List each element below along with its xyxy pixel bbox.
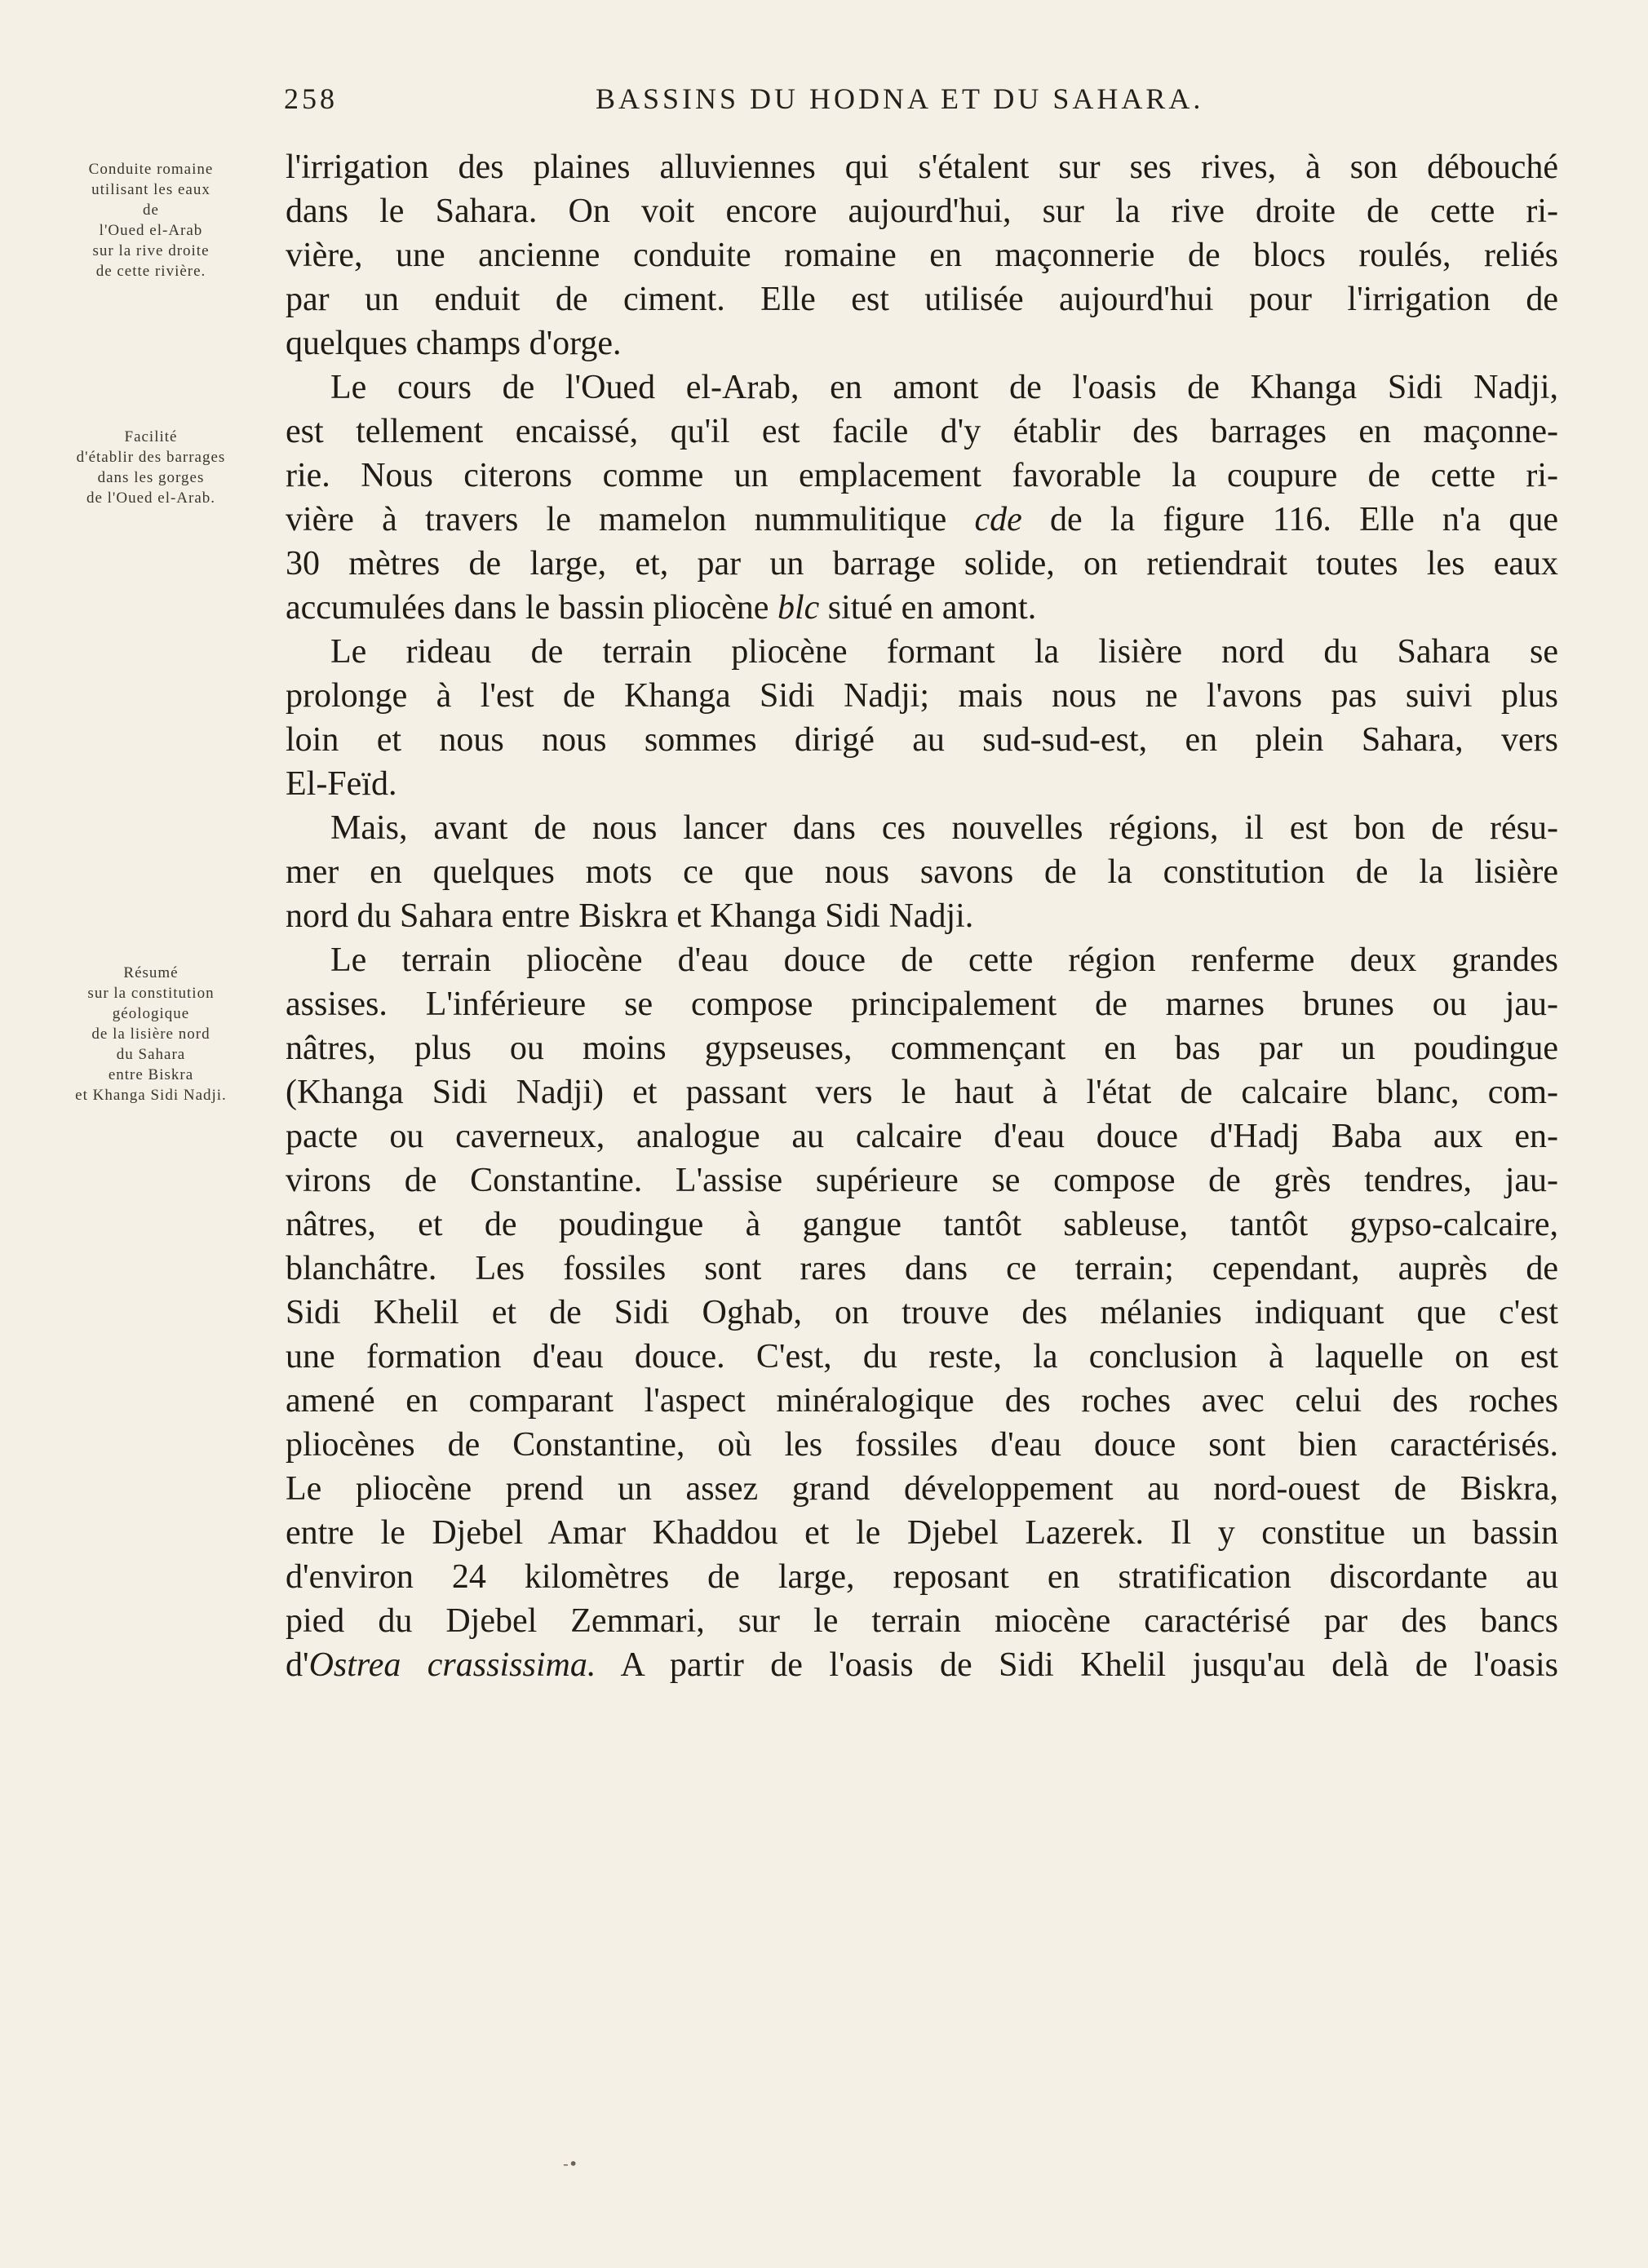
text-line: loin et nous nous sommes dirigé au sud-sud-est, en plein Sahara, vers (286, 721, 1558, 759)
text-line: d'environ 24 kilomètres de large, reposant en stratification discordante au (286, 1558, 1558, 1596)
margin-note-line: de (143, 202, 159, 219)
margin-note-roman-conduit (33, 159, 269, 281)
text-line: 30 mètres de large, et, par un barrage solide, on retiendrait toutes les eaux (286, 545, 1558, 583)
text-line: entre le Djebel Amar Khaddou et le Djebel Lazerek. Il y constitue un bassin (286, 1514, 1558, 1552)
body-text (286, 145, 1558, 1687)
text-line: nâtres, et de poudingue à gangue tantôt sableuse, tantôt gypso-calcaire, (286, 1206, 1558, 1243)
text-line: vière, une ancienne conduite romaine en maçonnerie de blocs roulés, reliés (286, 237, 1558, 274)
margin-note-line: du Sahara (116, 1046, 186, 1063)
text-line: quelques champs d'orge. (286, 325, 622, 362)
text-line: par un enduit de ciment. Elle est utilisée aujourd'hui pour l'irrigation de (286, 281, 1558, 318)
text-line: est tellement encaissé, qu'il est facile d'y établir des barrages en maçonne- (286, 413, 1558, 450)
text-line-with-figure-ref (286, 498, 1558, 542)
text-fragment: situé en amont. (827, 589, 1037, 627)
margin-note-line: sur la rive droite (92, 242, 210, 259)
text-line: El-Feïd. (286, 765, 397, 803)
text-line: prolonge à l'est de Khanga Sidi Nadji; mais nous ne l'avons pas suivi plus (286, 677, 1558, 715)
margin-note-line: et Khanga Sidi Nadji. (75, 1087, 227, 1104)
margin-note-line: Conduite romaine (88, 161, 214, 178)
text-line: nâtres, plus ou moins gypseuses, commençant en bas par un poudingue (286, 1030, 1558, 1067)
text-line: nord du Sahara entre Biskra et Khanga Sidi Nadji. (286, 897, 974, 935)
margin-note-barrages (33, 427, 269, 508)
text-line: pied du Djebel Zemmari, sur le terrain miocène caractérisé par des bancs (286, 1602, 1558, 1640)
text-line: assises. L'inférieure se compose principalement de marnes brunes ou jau- (286, 986, 1558, 1023)
text-line: l'irrigation des plaines alluviennes qui s'étalent sur ses rives, à son débouché (286, 148, 1558, 186)
text-line: blanchâtre. Les fossiles sont rares dans ce terrain; cependant, auprès de (286, 1250, 1558, 1287)
page-number: 258 (284, 82, 338, 115)
text-line: Sidi Khelil et de Sidi Oghab, on trouve des mélanies indiquant que c'est (286, 1294, 1558, 1331)
margin-note-line: dans les gorges (97, 469, 205, 486)
text-line: Le pliocène prend un assez grand développement au nord-ouest de Biskra, (286, 1470, 1558, 1508)
margin-note-line: Facilité (124, 428, 178, 445)
margin-note-line: de la lisière nord (91, 1025, 210, 1043)
text-line: une formation d'eau douce. C'est, du reste, la conclusion à laquelle on est (286, 1338, 1558, 1375)
margin-note-line: de cette rivière. (95, 263, 206, 280)
text-line: Mais, avant de nous lancer dans ces nouvelles régions, il est bon de résu- (330, 809, 1558, 847)
text-line: (Khanga Sidi Nadji) et passant vers le haut à l'état de calcaire blanc, com- (286, 1074, 1558, 1111)
margin-note-line: d'établir des barrages (76, 449, 226, 466)
text-line: rie. Nous citerons comme un emplacement favorable la coupure de cette ri- (286, 457, 1558, 494)
text-line: virons de Constantine. L'assise supérieure se compose de grès tendres, jau- (286, 1162, 1558, 1199)
figure-letters: cde (974, 501, 1022, 538)
margin-note-line: utilisant les eaux (91, 181, 210, 198)
basin-letters: blc (777, 589, 820, 627)
text-line: pliocènes de Constantine, où les fossiles d'eau douce sont bien caractérisés. (286, 1426, 1558, 1464)
text-line: mer en quelques mots ce que nous savons de la constitution de la lisière (286, 853, 1558, 891)
text-line: amené en comparant l'aspect minéralogique des roches avec celui des roches (286, 1382, 1558, 1420)
margin-note-line: l'Oued el-Arab (99, 222, 203, 239)
footer-mark: -• (563, 2154, 578, 2173)
margin-note-summary (33, 963, 269, 1105)
text-line-with-basin-ref (286, 586, 1558, 630)
margin-note-line: de l'Oued el-Arab. (86, 489, 216, 507)
text-line-with-species (286, 1643, 1558, 1687)
page-header (277, 82, 1583, 131)
species-name: Ostrea crassissima. (308, 1646, 596, 1684)
text-line: Le terrain pliocène d'eau douce de cette région renferme deux grandes (330, 941, 1558, 979)
margin-note-line: sur la constitution (87, 985, 215, 1002)
text-fragment: de la figure 116. Elle n'a que (1050, 501, 1559, 538)
margin-note-line: entre Biskra (108, 1066, 194, 1083)
text-fragment: accumulées dans le bassin pliocène (286, 589, 769, 627)
margin-note-line: Résumé (123, 964, 179, 981)
text-line: Le rideau de terrain pliocène formant la lisière nord du Sahara se (330, 633, 1558, 671)
text-line: Le cours de l'Oued el-Arab, en amont de l'oasis de Khanga Sidi Nadji, (330, 369, 1558, 406)
text-fragment: A partir de l'oasis de Sidi Khelil jusqu'au delà de l'oasis (620, 1646, 1559, 1684)
text-fragment: d' (286, 1646, 309, 1684)
text-line: pacte ou caverneux, analogue au calcaire d'eau douce d'Hadj Baba aux en- (286, 1118, 1558, 1155)
text-fragment: vière à travers le mamelon nummulitique (286, 501, 947, 538)
running-title: BASSINS DU HODNA ET DU SAHARA. (596, 82, 1204, 115)
margin-note-line: géologique (112, 1005, 190, 1022)
text-line: dans le Sahara. On voit encore aujourd'hui, sur la rive droite de cette ri- (286, 193, 1558, 230)
